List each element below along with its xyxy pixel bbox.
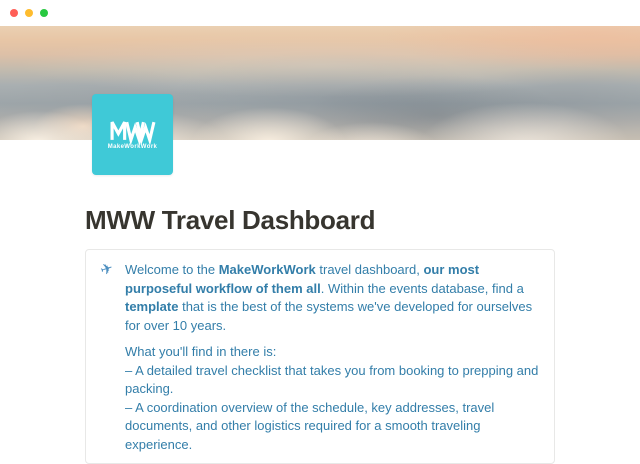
callout-find-heading: What you'll find in there is: [125,344,277,359]
callout-text-segment: travel dashboard, [315,262,424,277]
window-titlebar [0,0,640,26]
cover-image [0,26,640,150]
maximize-window-button[interactable] [40,9,48,17]
airplane-emoji-icon: ✈ [98,259,116,280]
callout-list-item: – A coordination overview of the schedule, key addresses, travel documents, and other logistics required for a smooth traveling experience. [125,399,495,452]
minimize-window-button[interactable] [25,9,33,17]
callout-text-segment: Welcome to the [125,262,219,277]
callout-text-segment: MakeWorkWork [218,262,316,277]
callout-text-segment: our most purposeful workflow of them all [125,262,480,296]
callout-body [125,261,540,454]
mww-logo-mark-icon [110,120,156,141]
callout-text-segment: template [125,299,179,314]
callout-intro-paragraph [125,261,540,335]
close-window-button[interactable] [10,9,18,17]
page-title[interactable]: MWW Travel Dashboard [85,205,376,235]
logo-label: MakeWorkWork [107,143,158,150]
callout-block[interactable] [85,249,555,464]
page-content [0,204,640,464]
callout-find-list [125,362,540,455]
callout-list-item: – A detailed travel checklist that takes you from booking to prepping and packing. [125,362,539,396]
callout-text-segment: that is the best of the systems we've developed for ourselves for over 10 years. [125,299,533,333]
workspace-logo[interactable] [92,94,173,175]
callout-text-segment: . Within the events database, find a [320,280,524,296]
